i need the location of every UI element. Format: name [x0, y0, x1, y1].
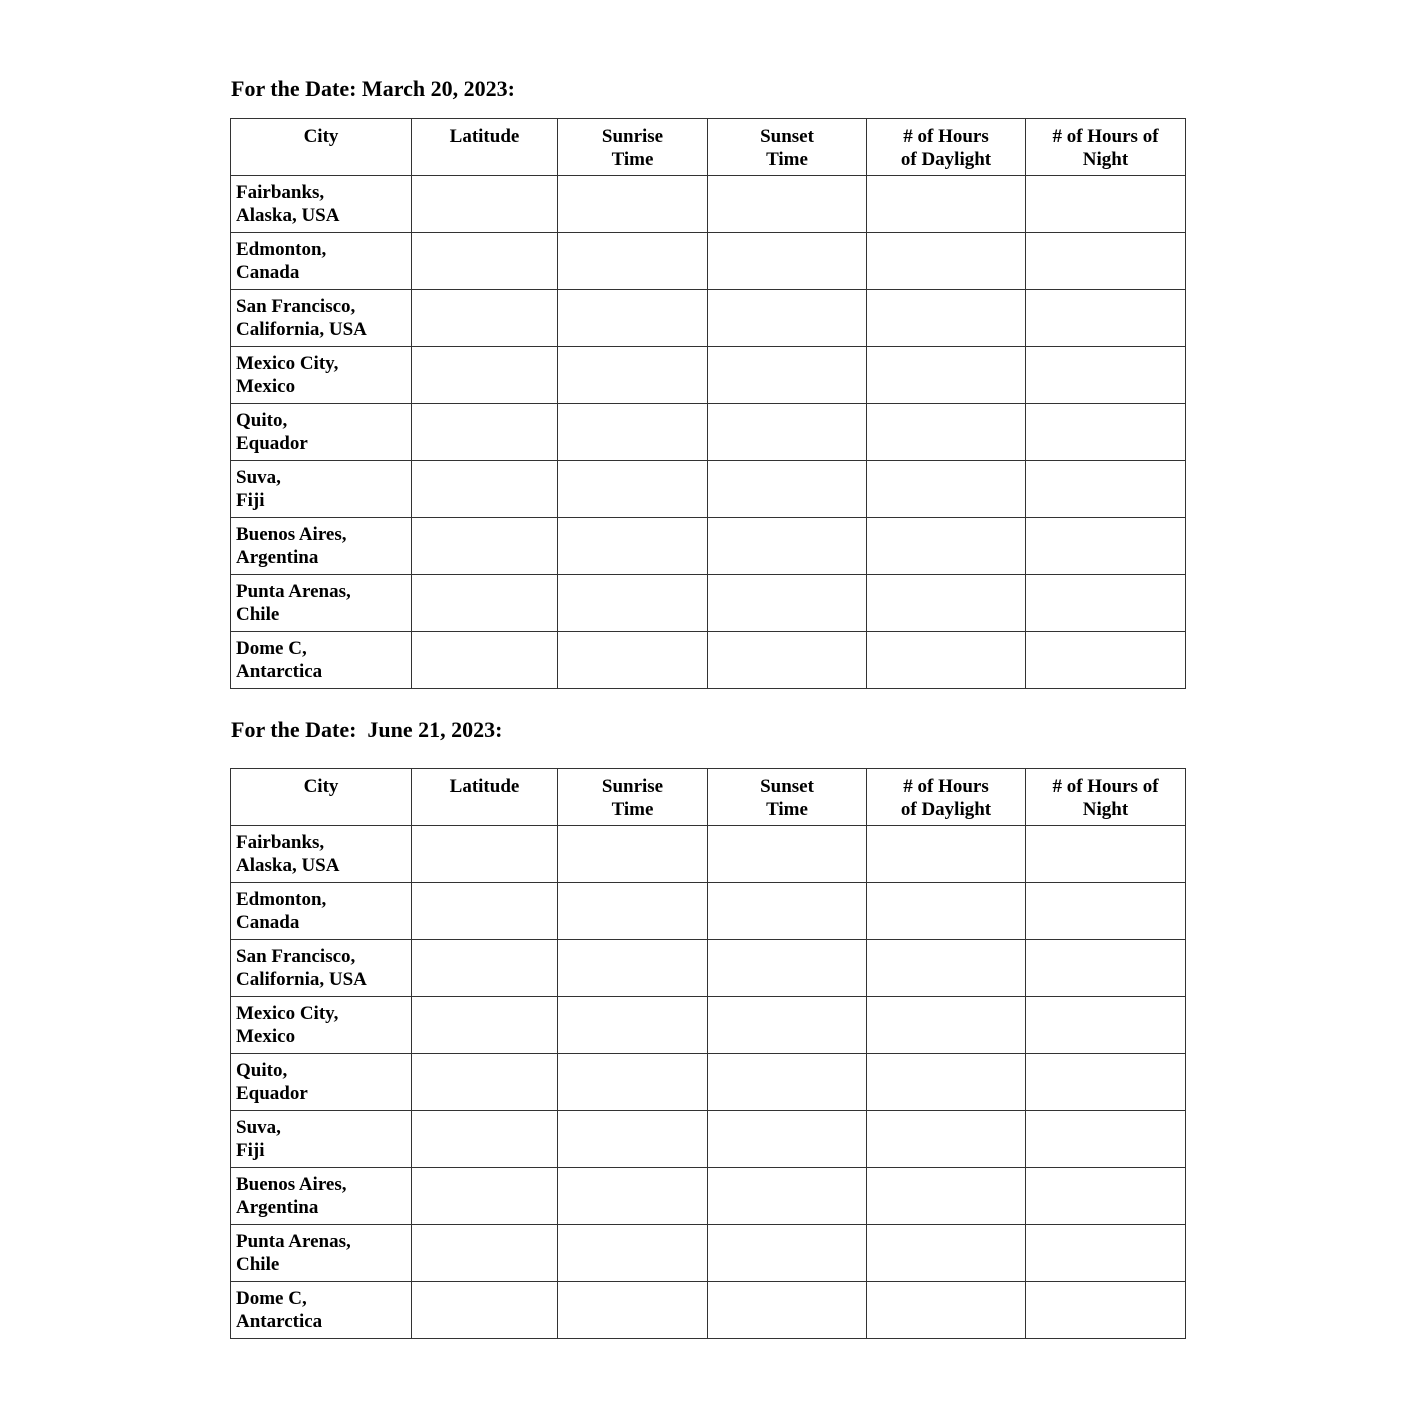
- latitude-cell[interactable]: [412, 632, 558, 689]
- sunrise-time-cell[interactable]: [558, 826, 708, 883]
- column-header-hours-of-daylight: [867, 769, 1026, 826]
- city-name-line: Quito,: [236, 1060, 288, 1081]
- sunrise-time-cell[interactable]: [558, 347, 708, 404]
- section-heading-march: For the Date: March 20, 2023:: [231, 76, 515, 101]
- city-cell: [231, 176, 412, 233]
- table-row: [231, 575, 1186, 632]
- city-name-line: Canada: [236, 262, 300, 283]
- worksheet-table-march: [230, 118, 1186, 689]
- hours-of-daylight-cell[interactable]: [867, 883, 1026, 940]
- city-name-line: Antarctica: [236, 1311, 323, 1332]
- table-row: [231, 997, 1186, 1054]
- latitude-cell[interactable]: [412, 290, 558, 347]
- sunrise-time-cell[interactable]: [558, 1225, 708, 1282]
- latitude-cell[interactable]: [412, 347, 558, 404]
- sunset-time-cell[interactable]: [708, 575, 867, 632]
- column-header-line: # of Hours: [903, 126, 989, 147]
- column-header-line: City: [303, 776, 339, 797]
- sunrise-time-cell[interactable]: [558, 1054, 708, 1111]
- table-row: [231, 1168, 1186, 1225]
- table-row: [231, 404, 1186, 461]
- sunset-time-cell[interactable]: [708, 1225, 867, 1282]
- city-name-line: Suva,: [236, 1117, 281, 1138]
- hours-of-daylight-cell[interactable]: [867, 404, 1026, 461]
- city-cell: [231, 404, 412, 461]
- table-row: [231, 518, 1186, 575]
- column-header-line: Latitude: [449, 126, 520, 147]
- city-cell: [231, 1168, 412, 1225]
- city-name-line: Argentina: [236, 547, 319, 568]
- sunrise-time-cell[interactable]: [558, 290, 708, 347]
- latitude-cell[interactable]: [412, 461, 558, 518]
- hours-of-daylight-cell[interactable]: [867, 518, 1026, 575]
- city-name-line: Quito,: [236, 410, 288, 431]
- city-name-line: Mexico City,: [236, 1003, 339, 1024]
- sunset-time-cell[interactable]: [708, 347, 867, 404]
- column-header-line: Night: [1082, 149, 1129, 170]
- sunset-time-cell[interactable]: [708, 518, 867, 575]
- table-row: [231, 1111, 1186, 1168]
- city-name-line: Equador: [236, 433, 308, 454]
- sunrise-time-cell[interactable]: [558, 575, 708, 632]
- hours-of-night-cell[interactable]: [1026, 518, 1186, 575]
- header-row: [231, 119, 1186, 176]
- hours-of-night-cell[interactable]: [1026, 997, 1186, 1054]
- city-name-line: Alaska, USA: [236, 855, 340, 876]
- worksheet-table-june: [230, 768, 1186, 1339]
- hours-of-daylight-cell[interactable]: [867, 632, 1026, 689]
- table-row: [231, 883, 1186, 940]
- sunset-time-cell[interactable]: [708, 1282, 867, 1339]
- city-name-line: Punta Arenas,: [236, 581, 351, 602]
- city-cell: [231, 347, 412, 404]
- table-body: [231, 826, 1186, 1339]
- latitude-cell[interactable]: [412, 575, 558, 632]
- sunrise-time-cell[interactable]: [558, 461, 708, 518]
- city-cell: [231, 632, 412, 689]
- city-name-line: Mexico City,: [236, 353, 339, 374]
- city-name-line: Dome C,: [236, 1288, 307, 1309]
- column-header-line: Time: [611, 149, 654, 170]
- city-cell: [231, 1111, 412, 1168]
- sunrise-time-cell[interactable]: [558, 233, 708, 290]
- sunset-time-cell[interactable]: [708, 997, 867, 1054]
- hours-of-night-cell[interactable]: [1026, 1111, 1186, 1168]
- column-header-line: Sunset: [760, 776, 814, 797]
- city-name-line: Fiji: [236, 490, 265, 511]
- city-name-line: Antarctica: [236, 661, 323, 682]
- column-header-city: [231, 769, 412, 826]
- city-cell: [231, 883, 412, 940]
- column-header-line: of Daylight: [900, 799, 992, 820]
- latitude-cell[interactable]: [412, 1168, 558, 1225]
- city-cell: [231, 1282, 412, 1339]
- hours-of-night-cell[interactable]: [1026, 826, 1186, 883]
- table-row: [231, 290, 1186, 347]
- city-name-line: Fairbanks,: [236, 832, 325, 853]
- city-name-line: Alaska, USA: [236, 205, 340, 226]
- hours-of-night-cell[interactable]: [1026, 883, 1186, 940]
- city-name-line: Chile: [236, 1254, 280, 1275]
- latitude-cell[interactable]: [412, 997, 558, 1054]
- latitude-cell[interactable]: [412, 940, 558, 997]
- hours-of-daylight-cell[interactable]: [867, 347, 1026, 404]
- latitude-cell[interactable]: [412, 176, 558, 233]
- sunset-time-cell[interactable]: [708, 1054, 867, 1111]
- sunset-time-cell[interactable]: [708, 826, 867, 883]
- column-header-line: Time: [611, 799, 654, 820]
- sunrise-time-cell[interactable]: [558, 883, 708, 940]
- city-name-line: California, USA: [236, 969, 367, 990]
- latitude-cell[interactable]: [412, 233, 558, 290]
- city-name-line: Canada: [236, 912, 300, 933]
- column-header-sunrise-time: [558, 119, 708, 176]
- sunset-time-cell[interactable]: [708, 940, 867, 997]
- city-cell: [231, 826, 412, 883]
- hours-of-daylight-cell[interactable]: [867, 461, 1026, 518]
- table-row: [231, 176, 1186, 233]
- column-header-line: # of Hours: [903, 776, 989, 797]
- column-header-line: of Daylight: [900, 149, 992, 170]
- hours-of-night-cell[interactable]: [1026, 632, 1186, 689]
- sunset-time-cell[interactable]: [708, 1111, 867, 1168]
- table-row: [231, 1225, 1186, 1282]
- latitude-cell[interactable]: [412, 1225, 558, 1282]
- hours-of-night-cell[interactable]: [1026, 1054, 1186, 1111]
- city-name-line: Punta Arenas,: [236, 1231, 351, 1252]
- latitude-cell[interactable]: [412, 404, 558, 461]
- table-row: [231, 940, 1186, 997]
- column-header-hours-of-daylight: [867, 119, 1026, 176]
- city-cell: [231, 940, 412, 997]
- sunrise-time-cell[interactable]: [558, 940, 708, 997]
- sunrise-time-cell[interactable]: [558, 518, 708, 575]
- city-name-line: Fairbanks,: [236, 182, 325, 203]
- hours-of-night-cell[interactable]: [1026, 461, 1186, 518]
- hours-of-daylight-cell[interactable]: [867, 575, 1026, 632]
- hours-of-night-cell[interactable]: [1026, 1225, 1186, 1282]
- hours-of-night-cell[interactable]: [1026, 176, 1186, 233]
- column-header-line: Latitude: [449, 776, 520, 797]
- city-cell: [231, 1054, 412, 1111]
- sunset-time-cell[interactable]: [708, 883, 867, 940]
- column-header-city: [231, 119, 412, 176]
- column-header-line: Sunset: [760, 126, 814, 147]
- city-name-line: Mexico: [236, 376, 296, 397]
- column-header-line: Time: [766, 799, 808, 820]
- city-cell: [231, 518, 412, 575]
- hours-of-daylight-cell[interactable]: [867, 176, 1026, 233]
- section-heading-june: For the Date: June 21, 2023:: [231, 717, 503, 742]
- hours-of-night-cell[interactable]: [1026, 404, 1186, 461]
- hours-of-daylight-cell[interactable]: [867, 1168, 1026, 1225]
- city-name-line: San Francisco,: [236, 946, 356, 967]
- hours-of-daylight-cell[interactable]: [867, 826, 1026, 883]
- hours-of-daylight-cell[interactable]: [867, 1111, 1026, 1168]
- column-header-latitude: [412, 119, 558, 176]
- column-header-line: Sunrise: [601, 126, 664, 147]
- city-name-line: Chile: [236, 604, 280, 625]
- city-name-line: Mexico: [236, 1026, 296, 1047]
- city-name-line: Edmonton,: [236, 889, 327, 910]
- hours-of-daylight-cell[interactable]: [867, 233, 1026, 290]
- hours-of-daylight-cell[interactable]: [867, 290, 1026, 347]
- latitude-cell[interactable]: [412, 826, 558, 883]
- city-name-line: Argentina: [236, 1197, 319, 1218]
- sunrise-time-cell[interactable]: [558, 632, 708, 689]
- city-name-line: Buenos Aires,: [236, 524, 347, 545]
- table-row: [231, 461, 1186, 518]
- city-cell: [231, 233, 412, 290]
- latitude-cell[interactable]: [412, 883, 558, 940]
- sunset-time-cell[interactable]: [708, 632, 867, 689]
- city-name-line: Buenos Aires,: [236, 1174, 347, 1195]
- city-name-line: Fiji: [236, 1140, 265, 1161]
- hours-of-night-cell[interactable]: [1026, 940, 1186, 997]
- latitude-cell[interactable]: [412, 1111, 558, 1168]
- hours-of-daylight-cell[interactable]: [867, 940, 1026, 997]
- table-body: [231, 176, 1186, 689]
- city-name-line: Suva,: [236, 467, 281, 488]
- column-header-line: Time: [766, 149, 808, 170]
- sunset-time-cell[interactable]: [708, 404, 867, 461]
- latitude-cell[interactable]: [412, 1054, 558, 1111]
- hours-of-daylight-cell[interactable]: [867, 997, 1026, 1054]
- hours-of-night-cell[interactable]: [1026, 233, 1186, 290]
- table-row: [231, 347, 1186, 404]
- column-header-line: # of Hours of: [1052, 126, 1159, 147]
- hours-of-daylight-cell[interactable]: [867, 1282, 1026, 1339]
- column-header-sunset-time: [708, 769, 867, 826]
- column-header-line: City: [303, 126, 339, 147]
- city-name-line: San Francisco,: [236, 296, 356, 317]
- sunrise-time-cell[interactable]: [558, 997, 708, 1054]
- column-header-line: Sunrise: [601, 776, 664, 797]
- city-cell: [231, 461, 412, 518]
- city-name-line: California, USA: [236, 319, 367, 340]
- city-cell: [231, 1225, 412, 1282]
- hours-of-night-cell[interactable]: [1026, 1282, 1186, 1339]
- sunrise-time-cell[interactable]: [558, 404, 708, 461]
- city-cell: [231, 997, 412, 1054]
- sunset-time-cell[interactable]: [708, 1168, 867, 1225]
- column-header-hours-of-night: [1026, 119, 1186, 176]
- sunrise-time-cell[interactable]: [558, 1111, 708, 1168]
- table-row: [231, 1054, 1186, 1111]
- column-header-sunset-time: [708, 119, 867, 176]
- column-header-line: # of Hours of: [1052, 776, 1159, 797]
- column-header-sunrise-time: [558, 769, 708, 826]
- sunset-time-cell[interactable]: [708, 233, 867, 290]
- sunrise-time-cell[interactable]: [558, 1282, 708, 1339]
- latitude-cell[interactable]: [412, 518, 558, 575]
- city-cell: [231, 575, 412, 632]
- sunset-time-cell[interactable]: [708, 176, 867, 233]
- sunset-time-cell[interactable]: [708, 461, 867, 518]
- hours-of-daylight-cell[interactable]: [867, 1225, 1026, 1282]
- column-header-hours-of-night: [1026, 769, 1186, 826]
- hours-of-night-cell[interactable]: [1026, 347, 1186, 404]
- hours-of-daylight-cell[interactable]: [867, 1054, 1026, 1111]
- city-name-line: Dome C,: [236, 638, 307, 659]
- hours-of-night-cell[interactable]: [1026, 575, 1186, 632]
- city-name-line: Edmonton,: [236, 239, 327, 260]
- header-row: [231, 769, 1186, 826]
- sunset-time-cell[interactable]: [708, 290, 867, 347]
- table-row: [231, 632, 1186, 689]
- city-name-line: Equador: [236, 1083, 308, 1104]
- column-header-latitude: [412, 769, 558, 826]
- table-row: [231, 826, 1186, 883]
- city-cell: [231, 290, 412, 347]
- column-header-line: Night: [1082, 799, 1129, 820]
- sunrise-time-cell[interactable]: [558, 176, 708, 233]
- sunrise-time-cell[interactable]: [558, 1168, 708, 1225]
- hours-of-night-cell[interactable]: [1026, 1168, 1186, 1225]
- hours-of-night-cell[interactable]: [1026, 290, 1186, 347]
- table-row: [231, 233, 1186, 290]
- latitude-cell[interactable]: [412, 1282, 558, 1339]
- table-row: [231, 1282, 1186, 1339]
